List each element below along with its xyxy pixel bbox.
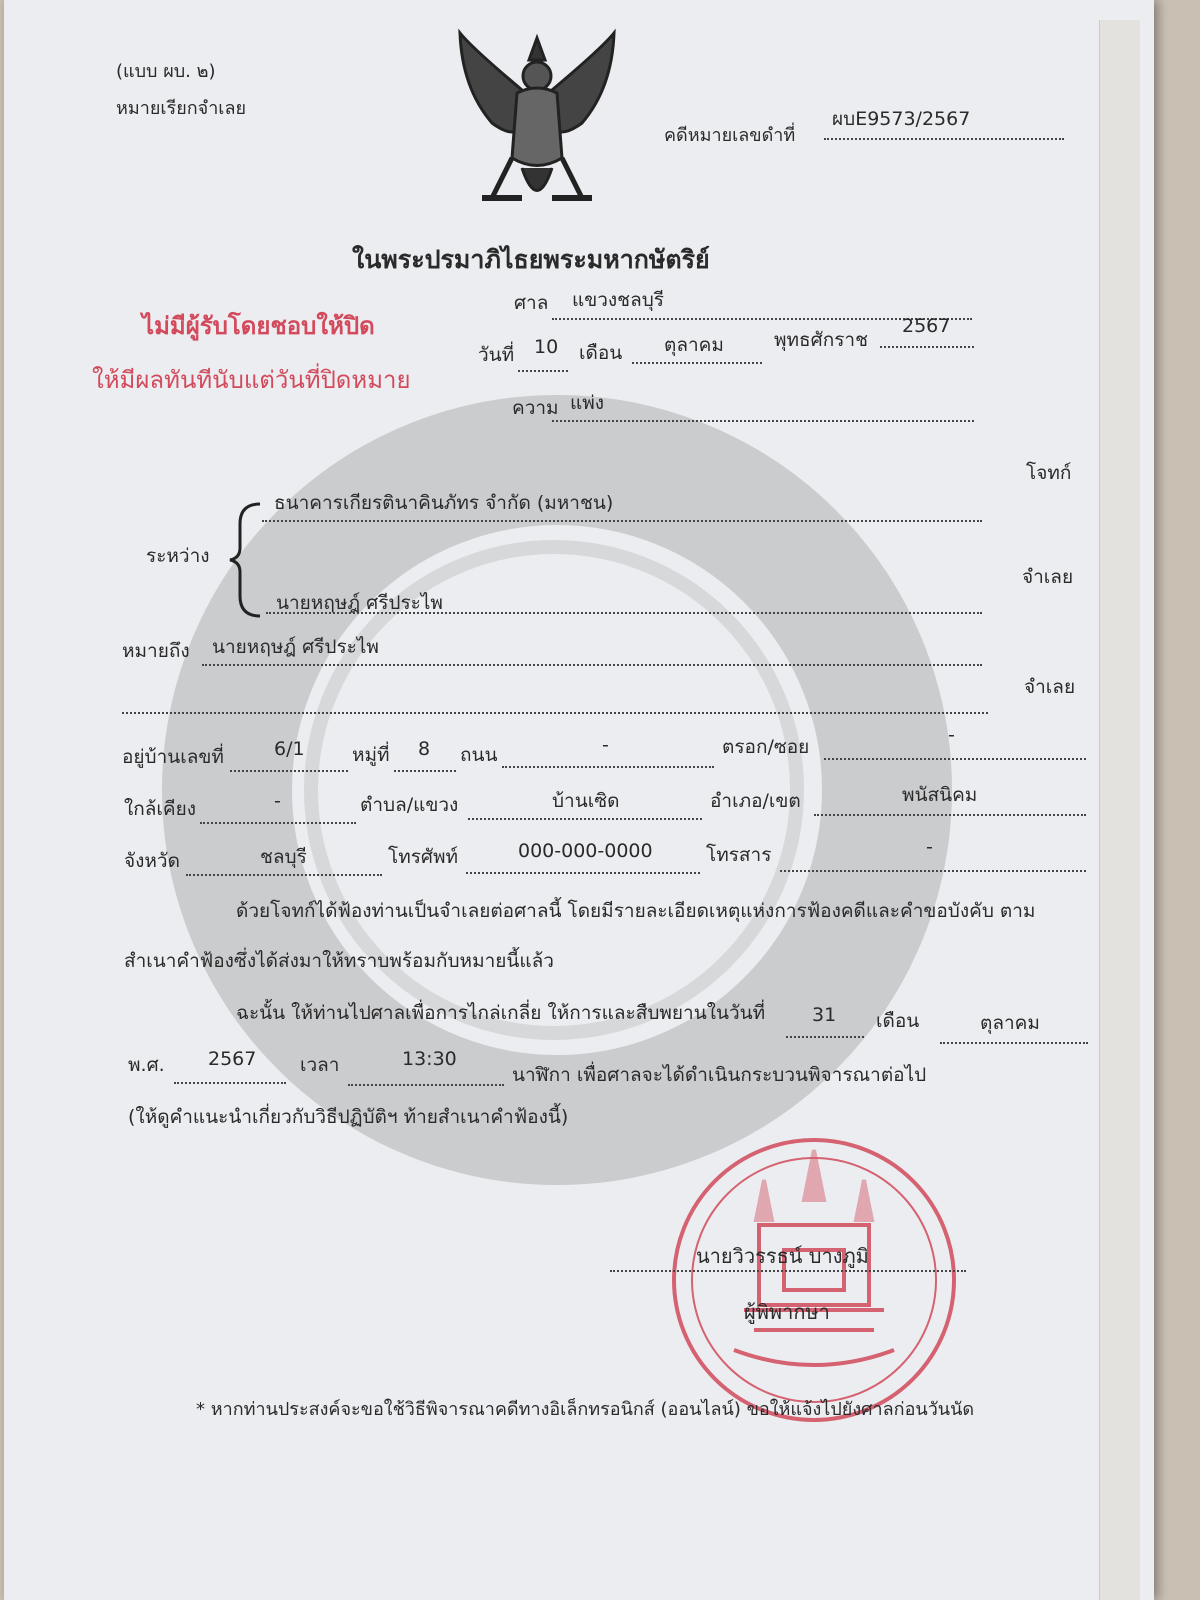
subdistrict: บ้านเซิด: [552, 790, 620, 812]
district-line: [814, 814, 1086, 816]
district: พนัสนิคม: [902, 784, 978, 806]
body-paragraph-2-line-2: นาฬิกา เพื่อศาลจะได้ดำเนินกระบวนพิจารณาต่อไป: [512, 1064, 927, 1086]
court-label: ศาล: [514, 292, 549, 314]
date-month-line: [632, 362, 762, 364]
road-line: [502, 766, 714, 768]
judge-name: นายวิวรรธน์ บางภูมิ: [696, 1244, 869, 1268]
date-day: 10: [534, 336, 559, 358]
stamp-line-1: ไม่มีผู้รับโดยชอบให้ปิด: [142, 312, 375, 340]
subdistrict-label: ตำบล/แขวง: [360, 794, 459, 816]
brace-icon: [226, 500, 266, 620]
recipient-line-2: [122, 712, 988, 714]
matter-label: ความ: [512, 397, 559, 419]
province-line: [186, 874, 382, 876]
plaintiff-name: ธนาคารเกียรตินาคินภัทร จำกัด (มหาชน): [274, 492, 614, 514]
hearing-month-label: เดือน: [876, 1010, 920, 1032]
phone-line: [466, 872, 700, 874]
alley-line: [824, 758, 1086, 760]
house-number: 6/1: [274, 738, 305, 760]
year-label: พุทธศักราช: [774, 329, 868, 351]
hearing-year-line: [174, 1082, 286, 1084]
date-label: วันที่: [478, 344, 515, 366]
hearing-time: 13:30: [402, 1048, 457, 1070]
alley-label: ตรอก/ซอย: [722, 736, 810, 758]
online-notice: * หากท่านประสงค์จะขอใช้วิธีพิจารณาคดีทางอิเล็กทรอนิกส์ (ออนไลน์) ขอให้แจ้งไปยังศาลก่อนวันนัด: [196, 1399, 975, 1420]
near-label: ใกล้เคียง: [124, 798, 197, 820]
hearing-day-line: [786, 1036, 864, 1038]
judge-title: ผู้พิพากษา: [744, 1300, 830, 1324]
paper-edge: [1099, 20, 1140, 1600]
near-line: [200, 822, 356, 824]
instructions-note: (ให้ดูคำแนะนำเกี่ยวกับวิธีปฏิบัติฯ ท้ายสำเนาคำฟ้องนี้): [128, 1106, 569, 1128]
moo: 8: [418, 738, 431, 760]
fax: -: [926, 836, 933, 858]
hearing-time-line: [348, 1084, 504, 1086]
hearing-month-line: [940, 1042, 1088, 1044]
date-day-line: [518, 370, 568, 372]
between-label: ระหว่าง: [146, 545, 210, 567]
hearing-year: 2567: [208, 1048, 257, 1070]
form-type: หมายเรียกจำเลย: [116, 98, 247, 119]
near: -: [274, 790, 281, 812]
date-year: 2567: [902, 315, 951, 337]
road-label: ถนน: [460, 744, 498, 766]
province-label: จังหวัด: [124, 850, 180, 872]
plaintiff-line: [262, 520, 982, 522]
case-number-label: คดีหมายเลขดำที่: [664, 125, 796, 146]
hearing-time-label: เวลา: [300, 1054, 340, 1076]
alley: -: [948, 724, 955, 746]
hearing-day: 31: [812, 1004, 837, 1026]
moo-label: หมู่ที่: [352, 744, 390, 766]
date-year-line: [880, 346, 974, 348]
phone-label: โทรศัพท์: [388, 846, 459, 868]
hearing-month: ตุลาคม: [980, 1012, 1040, 1034]
phone: 000-000-0000: [518, 840, 653, 862]
recipient-role: จำเลย: [1024, 676, 1076, 698]
district-label: อำเภอ/เขต: [710, 790, 801, 812]
recipient-label: หมายถึง: [122, 640, 190, 662]
summons-document: [4, 0, 1154, 1600]
recipient-name: นายหฤษฎ์ ศรีประไพ: [212, 636, 379, 658]
body-paragraph-1-line-1: ด้วยโจทก์ได้ฟ้องท่านเป็นจำเลยต่อศาลนี้ โดยมีรายละเอียดเหตุแห่งการฟ้องคดีและคำขอบังคับ ตาม: [236, 900, 1036, 922]
defendant-name: นายหฤษฎ์ ศรีประไพ: [276, 592, 443, 614]
body-paragraph-2-line-1: ฉะนั้น ให้ท่านไปศาลเพื่อการไกล่เกลี่ย ให้การและสืบพยานในวันที่: [236, 1002, 766, 1024]
case-number-line: [824, 138, 1064, 140]
plaintiff-role: โจทก์: [1026, 462, 1072, 484]
road: -: [602, 734, 609, 756]
fax-line: [780, 870, 1086, 872]
matter: แพ่ง: [570, 392, 605, 414]
house-line: [230, 770, 348, 772]
matter-line: [552, 420, 974, 422]
month-label: เดือน: [579, 342, 623, 364]
moo-line: [394, 770, 456, 772]
date-month: ตุลาคม: [664, 334, 724, 356]
stamp-line-2: ให้มีผลทันทีนับแต่วันที่ปิดหมาย: [92, 366, 411, 394]
subdistrict-line: [468, 818, 702, 820]
house-label: อยู่บ้านเลขที่: [122, 746, 224, 768]
hearing-year-label: พ.ศ.: [128, 1054, 165, 1076]
fax-label: โทรสาร: [706, 844, 772, 866]
court-name: แขวงชลบุรี: [572, 289, 664, 311]
defendant-line: [266, 612, 982, 614]
province: ชลบุรี: [260, 846, 307, 868]
body-paragraph-1-line-2: สำเนาคำฟ้องซึ่งได้ส่งมาให้ทราบพร้อมกับหมายนี้แล้ว: [124, 950, 554, 972]
case-number: ผบE9573/2567: [832, 108, 971, 130]
defendant-role: จำเลย: [1022, 566, 1074, 588]
royal-heading: ในพระปรมาภิไธยพระมหากษัตริย์: [352, 245, 710, 274]
court-seal-icon: [664, 1130, 964, 1430]
recipient-line: [202, 664, 982, 666]
form-code: (แบบ ผบ. ๒): [116, 61, 216, 82]
garuda-emblem-icon: [452, 28, 622, 218]
